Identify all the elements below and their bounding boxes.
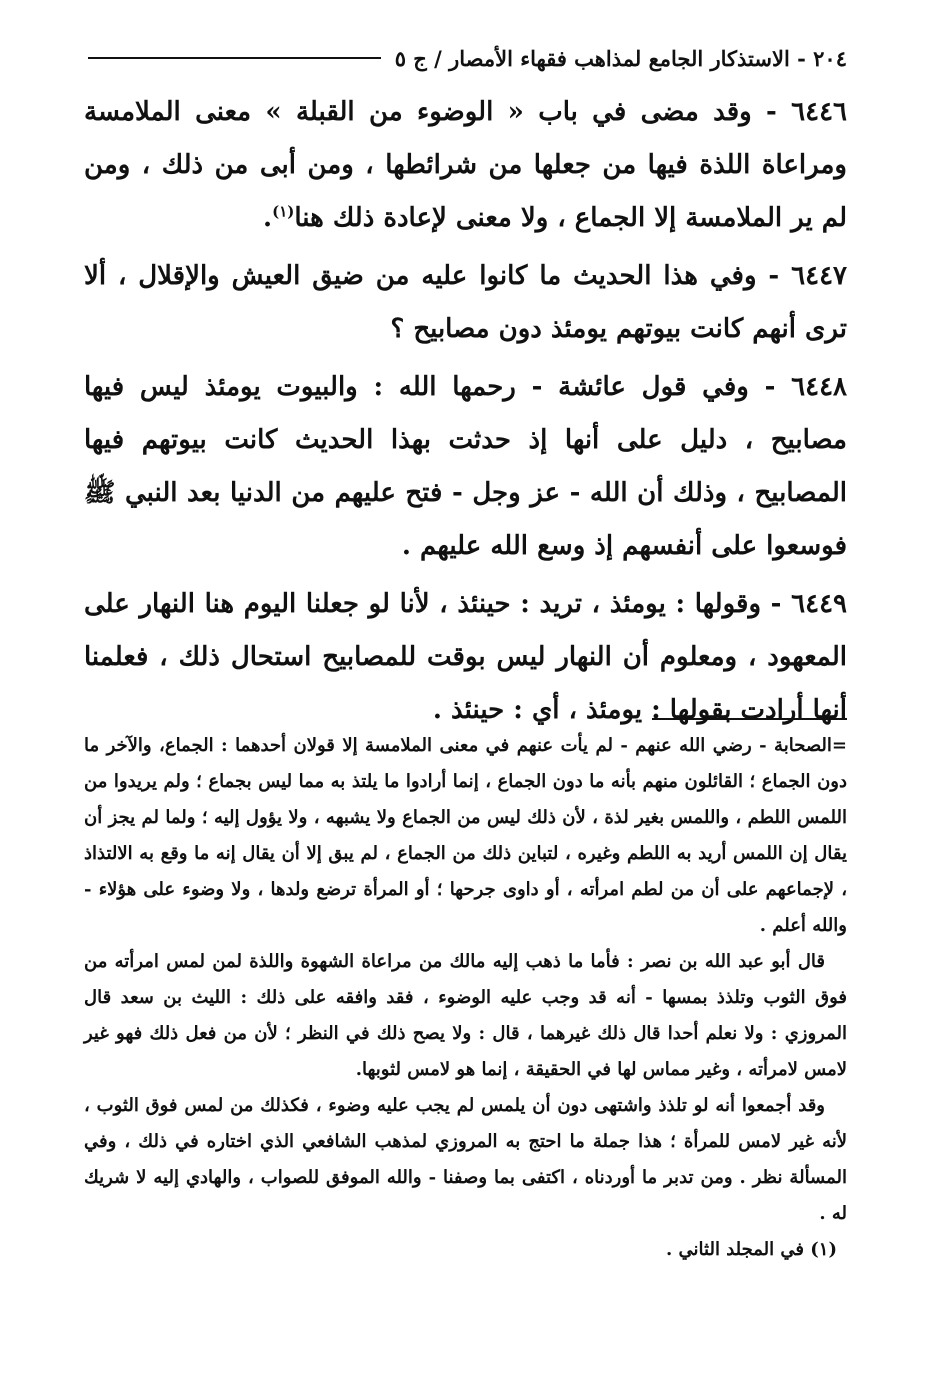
paragraph-6446: [84, 86, 847, 245]
paragraph-text: - وقد مضى في باب « الوضوء من القبلة » معنى الملامسة ومراعاة اللذة فيها من جعلها من شرائطها ، ومن أبى من ذلك ، ومن لم ير الملامسة إلا الجماع ، ولا معنى لإعادة ذلك هنا: [84, 97, 847, 233]
paragraph-text: - وقولها : يومئذ ، تريد : حينئذ ، لأنا لو جعلنا اليوم هنا النهار على المعهود ، ومعلوم أن النهار ليس بوقت للمصابيح استحال ذلك ، فعلمنا أنها أرادت بقولها : يومئذ ، أي : حينئذ .: [84, 589, 847, 725]
running-title: ٢٠٤ - الاستذكار الجامع لمذاهب فقهاء الأمصار / ج ٥: [394, 45, 847, 71]
paragraph-number: ٦٤٤٦: [791, 97, 847, 127]
paragraph-6448: [84, 361, 847, 573]
paragraph-number: ٦٤٤٩: [791, 589, 847, 619]
main-text: [84, 86, 847, 742]
footnote-reference: (١): [272, 202, 295, 221]
paragraph-tail: .: [263, 203, 273, 233]
paragraph-number: ٦٤٤٨: [791, 372, 847, 402]
footnote-1: (١) في المجلد الثاني .: [666, 1239, 837, 1260]
paragraph-text: - وفي قول عائشة - رحمها الله : والبيوت يومئذ ليس فيها مصابيح ، دليل على أنها إذ حدثت بهذا الحديث كانت بيوتهم فيها المصابيح ، وذلك أن الله - عز وجل - فتح عليهم من الدنيا بعد النبي ﷺ فوسعوا على أنفسهم إذ وسع الله عليهم .: [84, 372, 847, 561]
note-continuation: =الصحابة - رضي الله عنهم - لم يأت عنهم في معنى الملامسة إلا قولان أحدهما : الجماع، والآخر ما دون الجماع ؛ القائلون منهم بأنه ما دون الجماع ، إنما أرادوا ما يلتذ به مما ليس بجماع ؛ ولم يريدوا من اللمس اللطم ، واللمس بغير لذة ، لأن ذلك ليس من الجماع ولا يشبهه ، ولا يؤول إليه ؛ ولما لم يجز أن يقال إن اللمس أريد به اللطم وغيره ، لتباين ذلك من الجماع ، لم يبق إلا أن يقال إنه ما وقع به الالتذاذ ، لإجماعهم على أن من لطم امرأته ، أو داوى جرحها ؛ أو المرأة ترضع ولدها ، ولا وضوء على هؤلاء - والله أعلم .: [84, 735, 847, 936]
paragraph-text: - وفي هذا الحديث ما كانوا عليه من ضيق العيش والإقلال ، ألا ترى أنهم كانت بيوتهم يومئذ دون مصابيح ؟: [84, 261, 847, 344]
paragraph-6449: [84, 578, 847, 737]
note-paragraph: وقد أجمعوا أنه لو تلذذ واشتهى دون أن يلمس لم يجب عليه وضوء ، فكذلك من لمس فوق الثوب ، لأنه غير لامس للمرأة ؛ هذا جملة ما احتج به المروزي لمذهب الشافعي الذي اختاره في ذلك ، وفي المسألة نظر . ومن تدبر ما أوردناه ، اكتفى بما وصفنا - والله الموفق للصواب ، والهادي إليه لا شريك له .: [84, 1095, 847, 1224]
paragraph-number: ٦٤٤٧: [791, 261, 847, 291]
footnotes: [84, 728, 847, 1268]
paragraph-6447: [84, 250, 847, 356]
footnote-separator: [652, 718, 847, 720]
page-header: [88, 36, 847, 80]
note-paragraph: قال أبو عبد الله بن نصر : فأما ما ذهب إليه مالك من مراعاة الشهوة واللذة لمن لمس امرأته من فوق الثوب وتلذذ بمسها - أنه قد وجب عليه الوضوء ، فقد وافقه على ذلك : الليث بن سعد قال المروزي : ولا نعلم أحدا قال ذلك غيرهما ، قال : ولا يصح ذلك في النظر ؛ لأن من فعل ذلك فهو غير لامس لامرأته ، وغير مماس لها في الحقيقة ، إنما هو لامس لثوبها.: [84, 951, 847, 1080]
header-rule: [88, 57, 381, 59]
